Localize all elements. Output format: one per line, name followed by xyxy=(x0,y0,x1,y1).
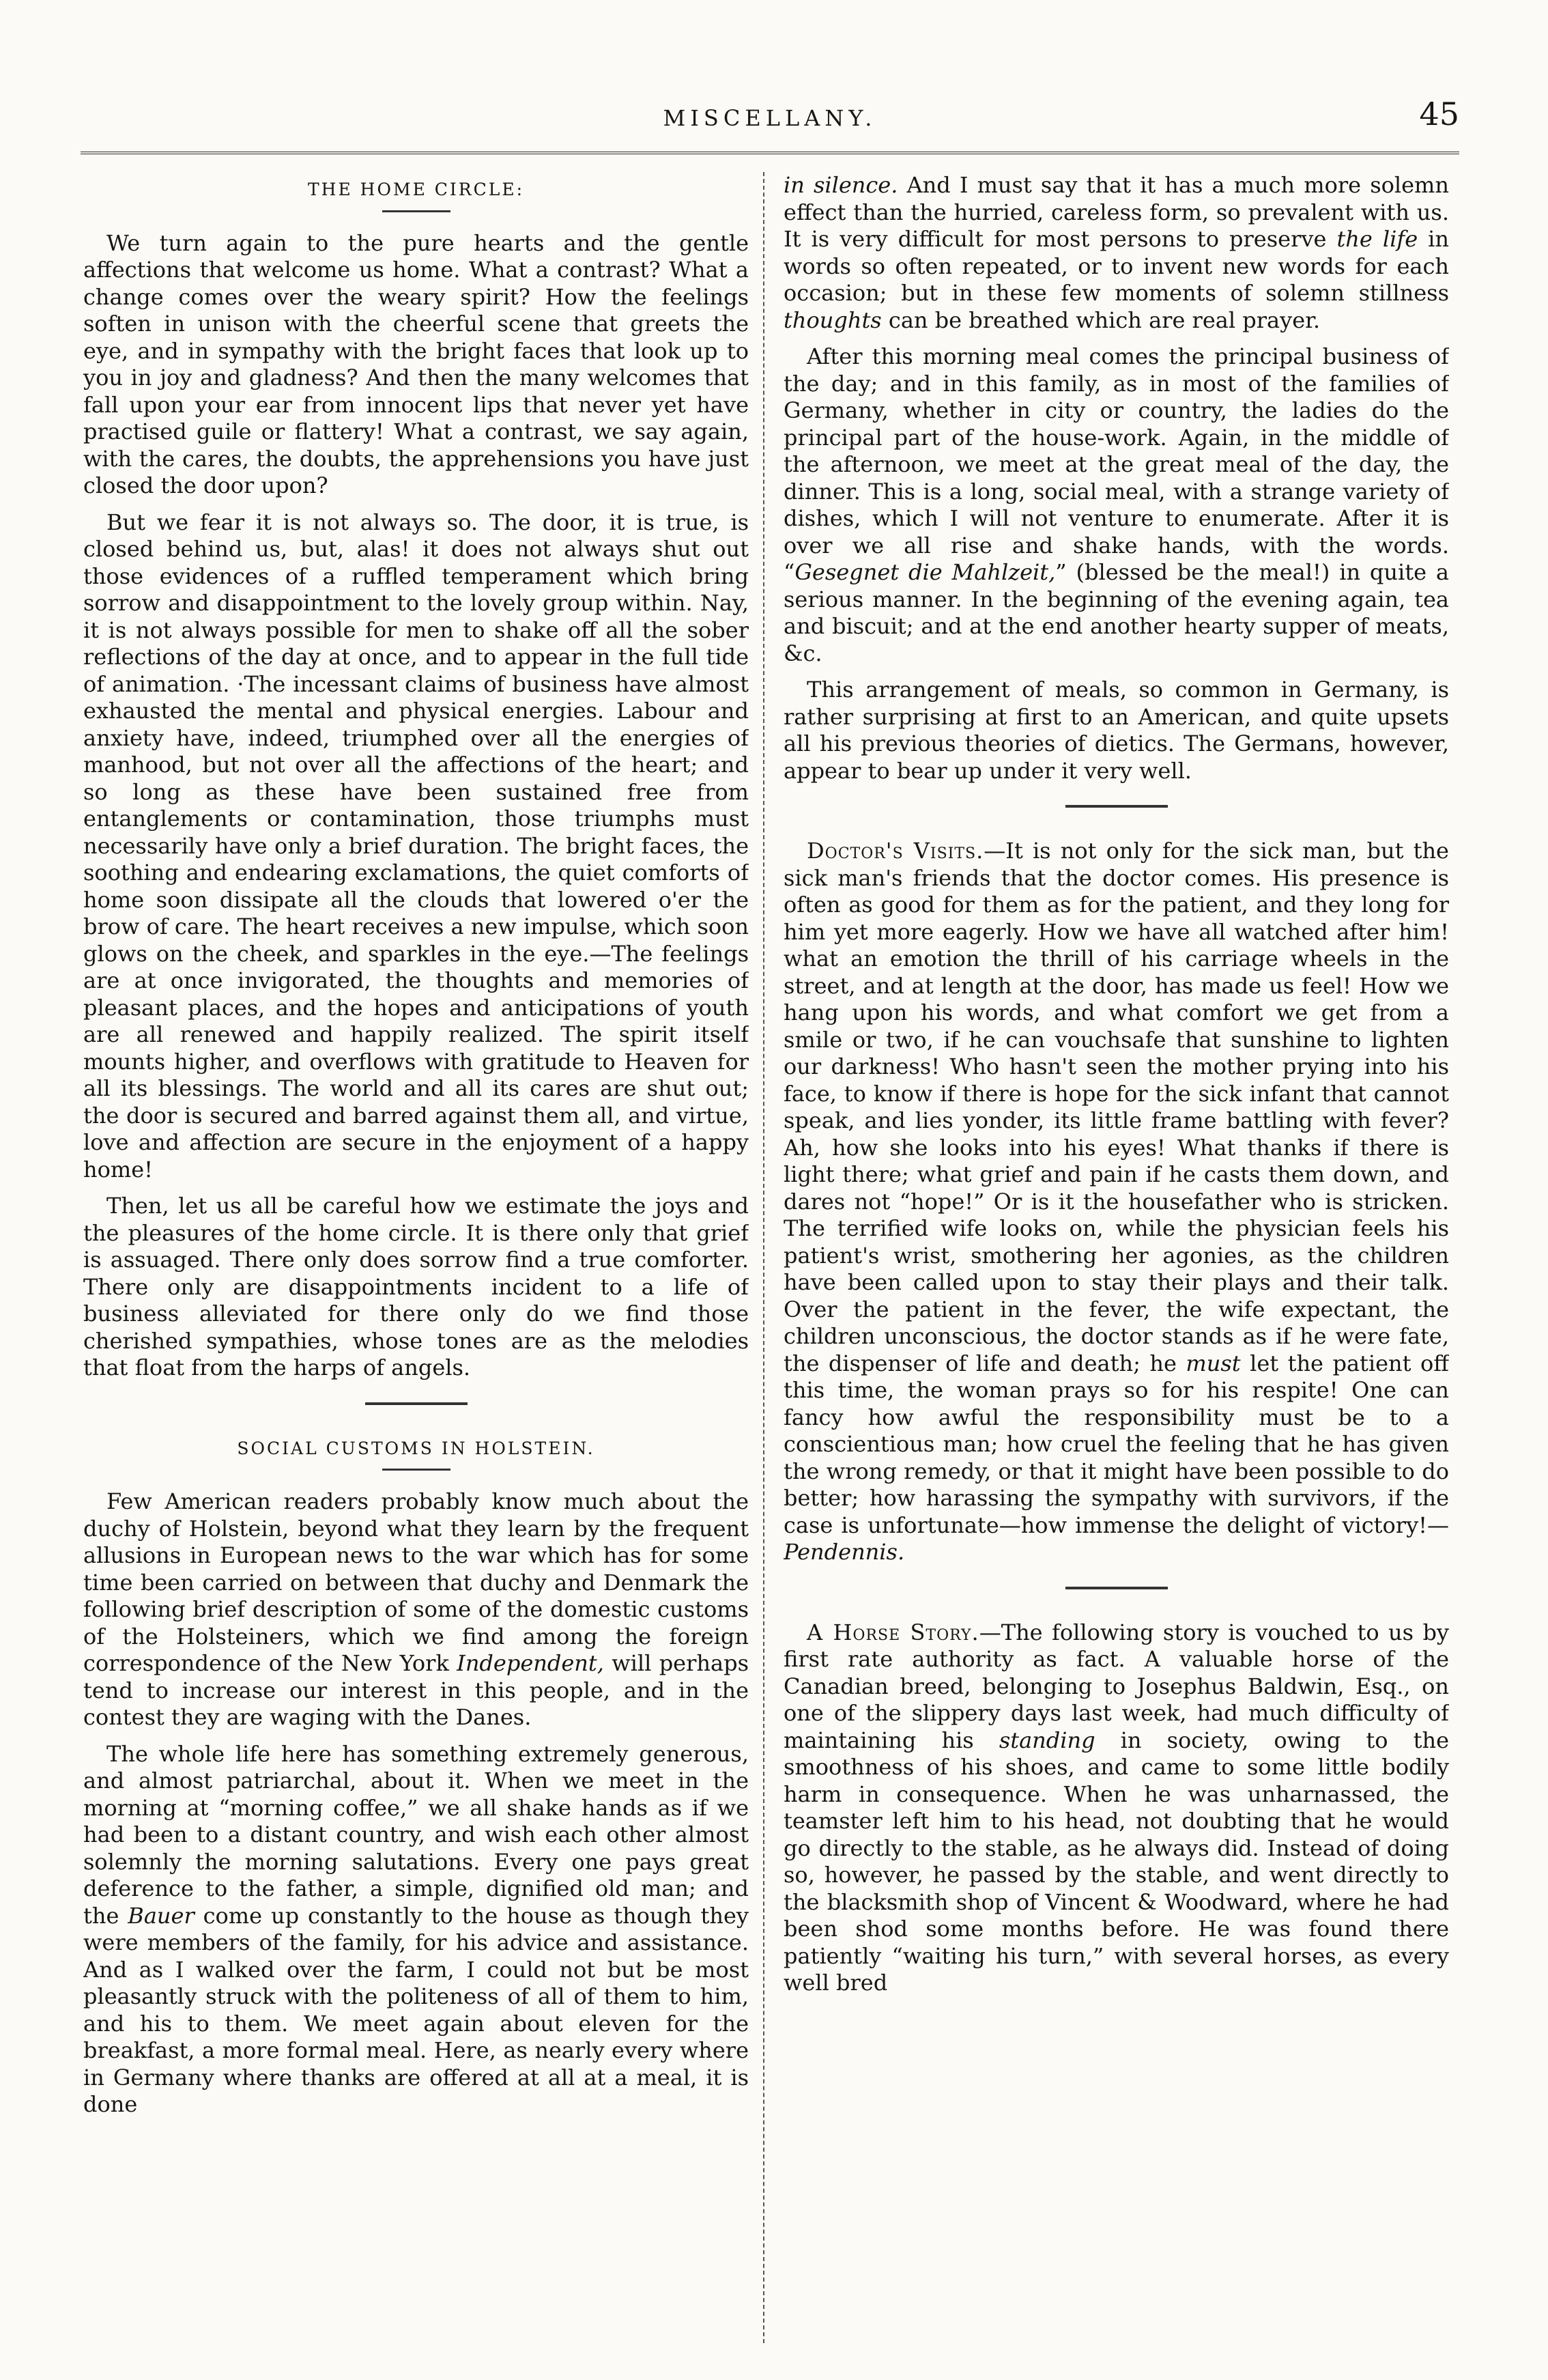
holstein-paragraph: This arrangement of meals, so common in Germany, is rather surprising at first to an American, and quite upsets all his previous theories of dietics. The Germans, however, appear to bear up under it very well. xyxy=(784,677,1449,784)
horse-story-paragraph: A Horse Story.—The following story is vouched to us by first rate authority as fact. A valuable horse of the Canadian breed, belonging to Josephus Baldwin, Esq., on one of the slippery days last week, had much difficulty of maintaining his standing in society, owing to the smoothness of his shoes, and came to some little bodily harm in consequence. When he was unharnassed, the teamster left him to his head, not doubting that he would go directly to the stable, as he always did. Instead of doing so, however, he passed by the stable, and went directly to the blacksmith shop of Vincent & Woodward, where he had been shod some months before. He was found there patiently “waiting his turn,” with several horses, as every well bred xyxy=(784,1619,1449,1996)
doctors-visits-lead: Doctor's Visits. xyxy=(807,838,984,864)
column-divider xyxy=(763,172,764,2343)
page-header xyxy=(81,87,1459,142)
left-column xyxy=(83,172,749,2343)
holstein-paragraph: The whole life here has something extremely generous, and almost patriarchal, about it. When we meet in the morning at “morning coffee,” we all shake hands as if we had been to a distant country, and wish each other almost solemnly the morning salutations. Every one pays great deference to the father, a simple, dignified old man; and the Bauer come up constantly to the house as though they were members of the family, for his advice and assistance. And as I walked over the farm, I could not but be most pleasantly struck with the politeness of all of them to him, and his to them. We meet again about eleven for the breakfast, a more formal meal. Here, as nearly every where in Germany where thanks are offered at all at a meal, it is done xyxy=(83,1740,749,2117)
holstein-paragraph: Few American readers probably know much about the duchy of Holstein, beyond what they learn by the frequent allusions in European news to the war which has for some time been carried on between that duchy and Denmark the following brief description of some of the domestic customs of the Holsteiners, which we find among the foreign correspondence of the New York Independent, will perhaps tend to increase our interest in this people, and in the contest they are waging with the Danes. xyxy=(83,1488,749,1730)
section-divider xyxy=(365,1402,468,1405)
home-circle-paragraph: We turn again to the pure hearts and the gentle affections that welcome us home. What a contrast? What a change comes over the weary spirit? How the feelings soften in unison with the cheerful scene that greets the eye, and in sympathy with the bright faces that look up to you in joy and gladness? And then the many welcomes that fall upon your ear from innocent lips that never yet have practised guile or flattery! What a contrast, we say again, with the cares, the doubts, the apprehensions you have just closed the door upon? xyxy=(83,229,749,498)
title-rule xyxy=(382,210,450,212)
horse-story-lead: A Horse Story. xyxy=(807,1619,979,1645)
source-attribution: Pendennis. xyxy=(784,1539,905,1565)
section-divider xyxy=(1065,805,1168,808)
doctors-visits-paragraph: Doctor's Visits.—It is not only for the sick man, but the sick man's friends that the doctor comes. His presence is often as good for them as for the patient, and they long for him yet more eagerly. How we have all watched after him! what an emotion the thrill of his carriage wheels in the street, and at length at the door, has made us feel! How we hang upon his words, and what comfort we get from a smile or two, if he can vouchsafe that sunshine to lighten our darkness! Who hasn't seen the mother prying into his face, to know if there is hope for the sick infant that cannot speak, and lies yonder, its little frame battling with fever? Ah, how she looks into his eyes! What thanks if there is light there; what grief and pain if he casts them down, and dares not “hope!” Or is it the housefather who is stricken. The terrified wife looks on, while the physician feels his patient's wrist, smothering her agonies, as the children have been called upon to stay their plays and their talk. Over the patient in the fever, the wife expectant, the children unconscious, the doctor stands as if he were fate, the dispenser of life and death; he must let the patient off this time, the woman prays so for his respite! One can fancy how awful the responsibility must be to a conscientious man; how cruel the feeling that he has given the wrong remedy, or that it might have been possible to do better; how harassing the sympathy with survivors, if the case is unfortunate—how immense the delight of victory!—Pendennis. xyxy=(784,838,1449,1565)
holstein-paragraph-continued: in silence. And I must say that it has a much more solemn effect than the hurried, careless form, so prevalent with us. It is very difficult for most persons to preserve the life in words so often repeated, or to invent new words for each occasion; but in these few moments of solemn stillness thoughts can be breathed which are real prayer. xyxy=(784,172,1449,333)
right-column xyxy=(784,172,1449,2343)
holstein-title: SOCIAL CUSTOMS IN HOLSTEIN. xyxy=(237,1438,595,1458)
section-divider xyxy=(1065,1587,1168,1589)
home-circle-paragraph: But we fear it is not always so. The door, it is true, is closed behind us, but, alas! it does not always shut out those evidences of a ruffled temperament which bring sorrow and disappointment to the lovely group within. Nay, it is not always possible for men to shake off all the sober reflections of the day at once, and to appear in the full tide of animation. ·The incessant claims of business have almost exhausted the mental and physical energies. Labour and anxiety have, indeed, triumphed over all the energies of manhood, but not over all the affections of the heart; and so long as these have been sustained free from entanglements or contamination, those triumphs must necessarily have only a brief duration. The bright faces, the soothing and endearing exclamations, the quiet comforts of home soon dissipate all the clouds that lowered o'er the brow of care. The heart receives a new impulse, which soon glows on the cheek, and sparkles in the eye.—The feelings are at once invigorated, the thoughts and memories of pleasant places, and the hopes and anticipations of youth are all renewed and happily realized. The spirit itself mounts higher, and overflows with gratitude to Heaven for all its blessings. The world and all its cares are shut out; the door is secured and barred against them all, and virtue, love and affection are secure in the enjoyment of a happy home! xyxy=(83,509,749,1182)
page-number: 45 xyxy=(1419,96,1459,132)
title-rule xyxy=(382,1469,450,1471)
holstein-paragraph: After this morning meal comes the principal business of the day; and in this family, as in most of the families of Germany, whether in city or country, the ladies do the principal part of the house-work. Again, in the middle of the afternoon, we meet at the great meal of the day, the dinner. This is a long, social meal, with a strange variety of dishes, which I will not venture to enumerate. After it is over we all rise and shake hands, with the words. “Gesegnet die Mahlzeit,” (blessed be the meal!) in quite a serious manner. In the beginning of the evening again, tea and biscuit; and at the end another hearty supper of meats, &c. xyxy=(784,343,1449,666)
home-circle-paragraph: Then, let us all be careful how we estimate the joys and the pleasures of the home circle. It is there only that grief is assuaged. There only does sorrow find a true comforter. There only are disappointments incident to a life of business alleviated for there only do we find those cherished sympathies, whose tones are as the melodies that float from the harps of angels. xyxy=(83,1193,749,1380)
header-rule xyxy=(81,152,1459,154)
running-head: MISCELLANY. xyxy=(663,105,877,131)
home-circle-title: THE HOME CIRCLE: xyxy=(308,180,524,199)
